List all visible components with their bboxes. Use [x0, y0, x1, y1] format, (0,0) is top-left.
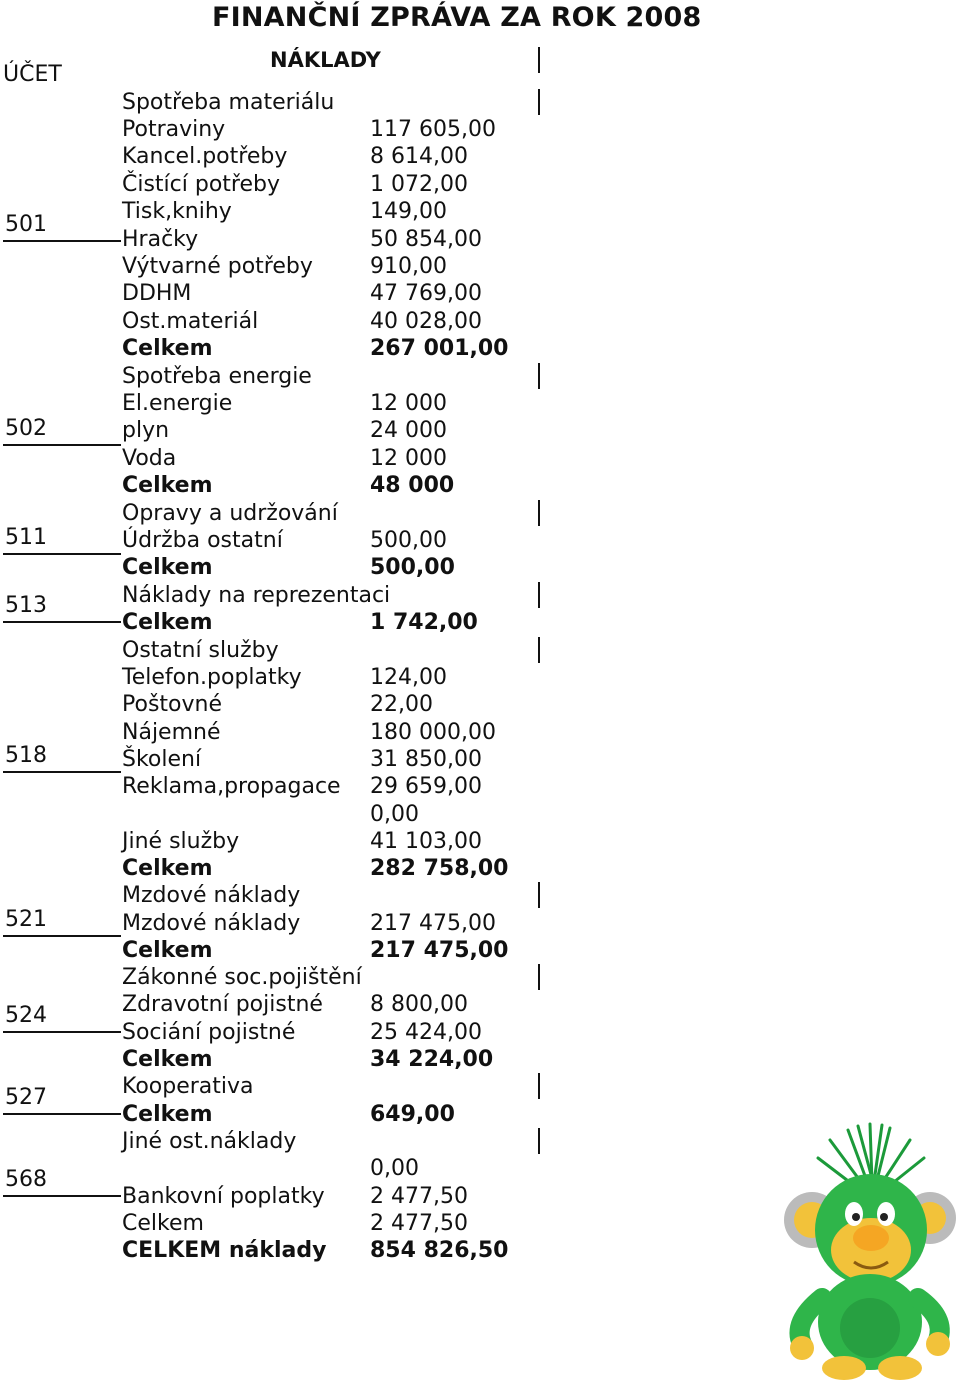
- column-divider: [538, 964, 540, 990]
- account-code: 502: [3, 416, 121, 446]
- column-divider: [538, 89, 540, 115]
- account-code: 513: [3, 593, 121, 623]
- column-divider: [538, 1073, 540, 1099]
- column-divider: [538, 500, 540, 526]
- report-title: FINANČNÍ ZPRÁVA ZA ROK 2008: [212, 2, 702, 33]
- section-title: NÁKLADY: [270, 48, 381, 72]
- monkey-mascot-icon: [778, 1122, 958, 1384]
- account-code: 501: [3, 212, 121, 242]
- column-divider: [538, 582, 540, 608]
- account-code: 521: [3, 907, 121, 937]
- column-divider: [538, 637, 540, 663]
- account-code: 518: [3, 743, 121, 773]
- account-code: 568: [3, 1167, 121, 1197]
- column-divider: [538, 47, 540, 73]
- column-divider: [538, 1128, 540, 1154]
- account-column-header: ÚČET: [3, 62, 62, 87]
- account-code: 527: [3, 1085, 121, 1115]
- column-divider: [538, 363, 540, 389]
- column-divider: [538, 882, 540, 908]
- account-code: 511: [3, 525, 121, 555]
- account-code: 524: [3, 1003, 121, 1033]
